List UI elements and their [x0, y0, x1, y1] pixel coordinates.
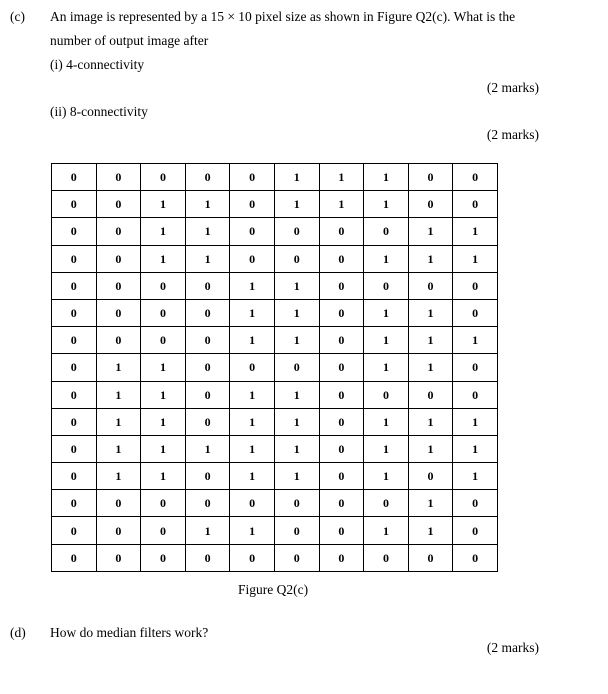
pixel-cell: 0: [96, 490, 141, 517]
pixel-cell: 1: [319, 191, 364, 218]
pixel-cell: 0: [319, 463, 364, 490]
table-row: [52, 408, 498, 435]
table-row: [52, 327, 498, 354]
pixel-cell: 0: [230, 354, 275, 381]
table-row: [52, 191, 498, 218]
pixel-cell: 0: [408, 272, 453, 299]
pixel-cell: 1: [364, 354, 409, 381]
pixel-cell: 0: [230, 164, 275, 191]
pixel-cell: 0: [185, 354, 230, 381]
pixel-cell: 0: [274, 354, 319, 381]
pixel-cell: 0: [96, 299, 141, 326]
pixel-cell: 0: [453, 299, 498, 326]
pixel-cell: 1: [364, 435, 409, 462]
pixel-cell: 0: [364, 272, 409, 299]
pixel-cell: 0: [319, 354, 364, 381]
table-row: [52, 272, 498, 299]
pixel-cell: 1: [274, 463, 319, 490]
pixel-cell: 0: [185, 463, 230, 490]
pixel-cell: 0: [230, 218, 275, 245]
pixel-cell: 1: [274, 327, 319, 354]
pixel-cell: 1: [141, 218, 186, 245]
table-row: [52, 381, 498, 408]
marks-d: (2 marks): [486, 640, 539, 655]
pixel-cell: 0: [453, 544, 498, 571]
pixel-cell: 1: [230, 381, 275, 408]
pixel-cell: 0: [185, 490, 230, 517]
pixel-cell: 1: [230, 408, 275, 435]
pixel-cell: 1: [96, 381, 141, 408]
pixel-cell: 0: [319, 245, 364, 272]
pixel-cell: 0: [408, 463, 453, 490]
question-c-text-line2: number of output image after: [50, 33, 209, 48]
pixel-cell: 0: [319, 490, 364, 517]
pixel-cell: 0: [364, 218, 409, 245]
pixel-cell: 0: [185, 544, 230, 571]
pixel-cell: 0: [52, 435, 97, 462]
pixel-cell: 1: [364, 408, 409, 435]
sub-question-i: (i) 4-connectivity: [50, 57, 145, 72]
table-row: [52, 218, 498, 245]
pixel-cell: 1: [141, 245, 186, 272]
pixel-cell: 1: [141, 191, 186, 218]
pixel-cell: 0: [274, 490, 319, 517]
pixel-cell: 0: [364, 490, 409, 517]
pixel-cell: 0: [274, 517, 319, 544]
pixel-cell: 0: [141, 164, 186, 191]
pixel-cell: 1: [453, 327, 498, 354]
pixel-cell: 0: [319, 327, 364, 354]
pixel-cell: 0: [230, 245, 275, 272]
pixel-cell: 0: [230, 490, 275, 517]
pixel-cell: 1: [141, 354, 186, 381]
pixel-cell: 0: [319, 218, 364, 245]
pixel-cell: 1: [408, 408, 453, 435]
pixel-cell: 1: [96, 354, 141, 381]
pixel-cell: 0: [319, 544, 364, 571]
sub-question-ii: (ii) 8-connectivity: [50, 104, 148, 119]
pixel-cell: 0: [274, 245, 319, 272]
pixel-cell: 0: [52, 327, 97, 354]
pixel-cell: 1: [364, 245, 409, 272]
pixel-cell: 1: [230, 299, 275, 326]
pixel-cell: 0: [141, 517, 186, 544]
pixel-cell: 0: [96, 517, 141, 544]
pixel-cell: 1: [408, 245, 453, 272]
table-row: [52, 544, 498, 571]
pixel-cell: 0: [319, 299, 364, 326]
pixel-cell: 1: [408, 435, 453, 462]
pixel-cell: 1: [408, 354, 453, 381]
pixel-cell: 0: [319, 435, 364, 462]
pixel-cell: 1: [408, 299, 453, 326]
pixel-cell: 0: [453, 272, 498, 299]
pixel-cell: 0: [141, 544, 186, 571]
pixel-cell: 1: [230, 435, 275, 462]
table-row: [52, 517, 498, 544]
pixel-cell: 0: [408, 544, 453, 571]
pixel-cell: 1: [453, 463, 498, 490]
pixel-cell: 1: [453, 435, 498, 462]
pixel-cell: 0: [408, 191, 453, 218]
pixel-cell: 0: [185, 164, 230, 191]
pixel-cell: 1: [408, 327, 453, 354]
pixel-cell: 0: [52, 164, 97, 191]
pixel-cell: 1: [230, 517, 275, 544]
figure-caption: Figure Q2(c): [238, 582, 309, 597]
pixel-cell: 1: [185, 245, 230, 272]
pixel-cell: 0: [274, 218, 319, 245]
pixel-cell: 1: [141, 408, 186, 435]
pixel-cell: 0: [453, 191, 498, 218]
pixel-cell: 0: [52, 490, 97, 517]
pixel-cell: 1: [408, 490, 453, 517]
question-c-text-line1: An image is represented by a 15 × 10 pixel size as shown in Figure Q2(c). What is the: [50, 9, 516, 24]
pixel-grid-table: [51, 163, 498, 572]
pixel-cell: 0: [141, 299, 186, 326]
pixel-cell: 0: [364, 381, 409, 408]
pixel-cell: 1: [141, 435, 186, 462]
pixel-cell: 1: [364, 463, 409, 490]
pixel-cell: 0: [230, 544, 275, 571]
pixel-cell: 0: [185, 299, 230, 326]
table-row: [52, 490, 498, 517]
pixel-cell: 0: [52, 544, 97, 571]
pixel-cell: 0: [52, 517, 97, 544]
pixel-cell: 0: [453, 354, 498, 381]
pixel-cell: 1: [364, 164, 409, 191]
pixel-cell: 0: [96, 544, 141, 571]
pixel-cell: 1: [230, 327, 275, 354]
pixel-cell: 1: [319, 164, 364, 191]
pixel-cell: 0: [319, 408, 364, 435]
table-row: [52, 164, 498, 191]
pixel-cell: 0: [319, 381, 364, 408]
question-d-text: How do median filters work?: [50, 625, 209, 640]
pixel-cell: 1: [185, 435, 230, 462]
pixel-cell: 1: [364, 517, 409, 544]
question-c-label: (c): [10, 9, 25, 24]
pixel-cell: 0: [52, 272, 97, 299]
pixel-cell: 1: [96, 463, 141, 490]
pixel-cell: 1: [274, 272, 319, 299]
pixel-cell: 0: [96, 218, 141, 245]
pixel-cell: 1: [96, 435, 141, 462]
pixel-cell: 1: [274, 435, 319, 462]
pixel-cell: 1: [274, 191, 319, 218]
pixel-cell: 1: [141, 381, 186, 408]
table-row: [52, 435, 498, 462]
marks-ii: (2 marks): [486, 127, 539, 142]
pixel-cell: 1: [185, 517, 230, 544]
pixel-cell: 0: [96, 164, 141, 191]
pixel-cell: 0: [319, 272, 364, 299]
pixel-cell: 0: [274, 544, 319, 571]
pixel-cell: 1: [408, 218, 453, 245]
pixel-cell: 0: [185, 381, 230, 408]
pixel-cell: 0: [52, 408, 97, 435]
pixel-cell: 0: [141, 272, 186, 299]
pixel-cell: 1: [230, 463, 275, 490]
pixel-cell: 0: [52, 191, 97, 218]
pixel-cell: 0: [364, 544, 409, 571]
pixel-cell: 1: [408, 517, 453, 544]
question-d-label: (d): [10, 625, 26, 640]
pixel-cell: 0: [141, 490, 186, 517]
pixel-cell: 0: [185, 408, 230, 435]
pixel-cell: 0: [453, 490, 498, 517]
pixel-cell: 1: [274, 408, 319, 435]
pixel-cell: 0: [408, 381, 453, 408]
table-row: [52, 245, 498, 272]
pixel-cell: 0: [185, 272, 230, 299]
pixel-cell: 0: [52, 354, 97, 381]
pixel-cell: 1: [141, 463, 186, 490]
pixel-cell: 1: [453, 408, 498, 435]
table-row: [52, 463, 498, 490]
pixel-cell: 1: [274, 381, 319, 408]
pixel-cell: 0: [96, 327, 141, 354]
pixel-cell: 0: [319, 517, 364, 544]
pixel-cell: 0: [408, 164, 453, 191]
pixel-cell: 0: [52, 245, 97, 272]
pixel-cell: 1: [185, 191, 230, 218]
pixel-cell: 1: [185, 218, 230, 245]
pixel-cell: 1: [274, 164, 319, 191]
marks-i: (2 marks): [486, 80, 539, 95]
pixel-cell: 0: [52, 218, 97, 245]
pixel-cell: 0: [453, 517, 498, 544]
pixel-cell: 0: [52, 381, 97, 408]
table-row: [52, 299, 498, 326]
pixel-cell: 1: [230, 272, 275, 299]
pixel-cell: 0: [52, 299, 97, 326]
pixel-cell: 1: [364, 191, 409, 218]
pixel-cell: 0: [96, 272, 141, 299]
pixel-cell: 1: [96, 408, 141, 435]
pixel-cell: 0: [230, 191, 275, 218]
pixel-cell: 1: [364, 299, 409, 326]
pixel-cell: 0: [185, 327, 230, 354]
pixel-cell: 0: [96, 191, 141, 218]
pixel-cell: 1: [453, 218, 498, 245]
pixel-cell: 1: [274, 299, 319, 326]
pixel-cell: 0: [453, 164, 498, 191]
pixel-cell: 1: [453, 245, 498, 272]
pixel-cell: 0: [96, 245, 141, 272]
table-row: [52, 354, 498, 381]
pixel-cell: 0: [52, 463, 97, 490]
pixel-cell: 0: [453, 381, 498, 408]
pixel-cell: 1: [364, 327, 409, 354]
pixel-cell: 0: [141, 327, 186, 354]
